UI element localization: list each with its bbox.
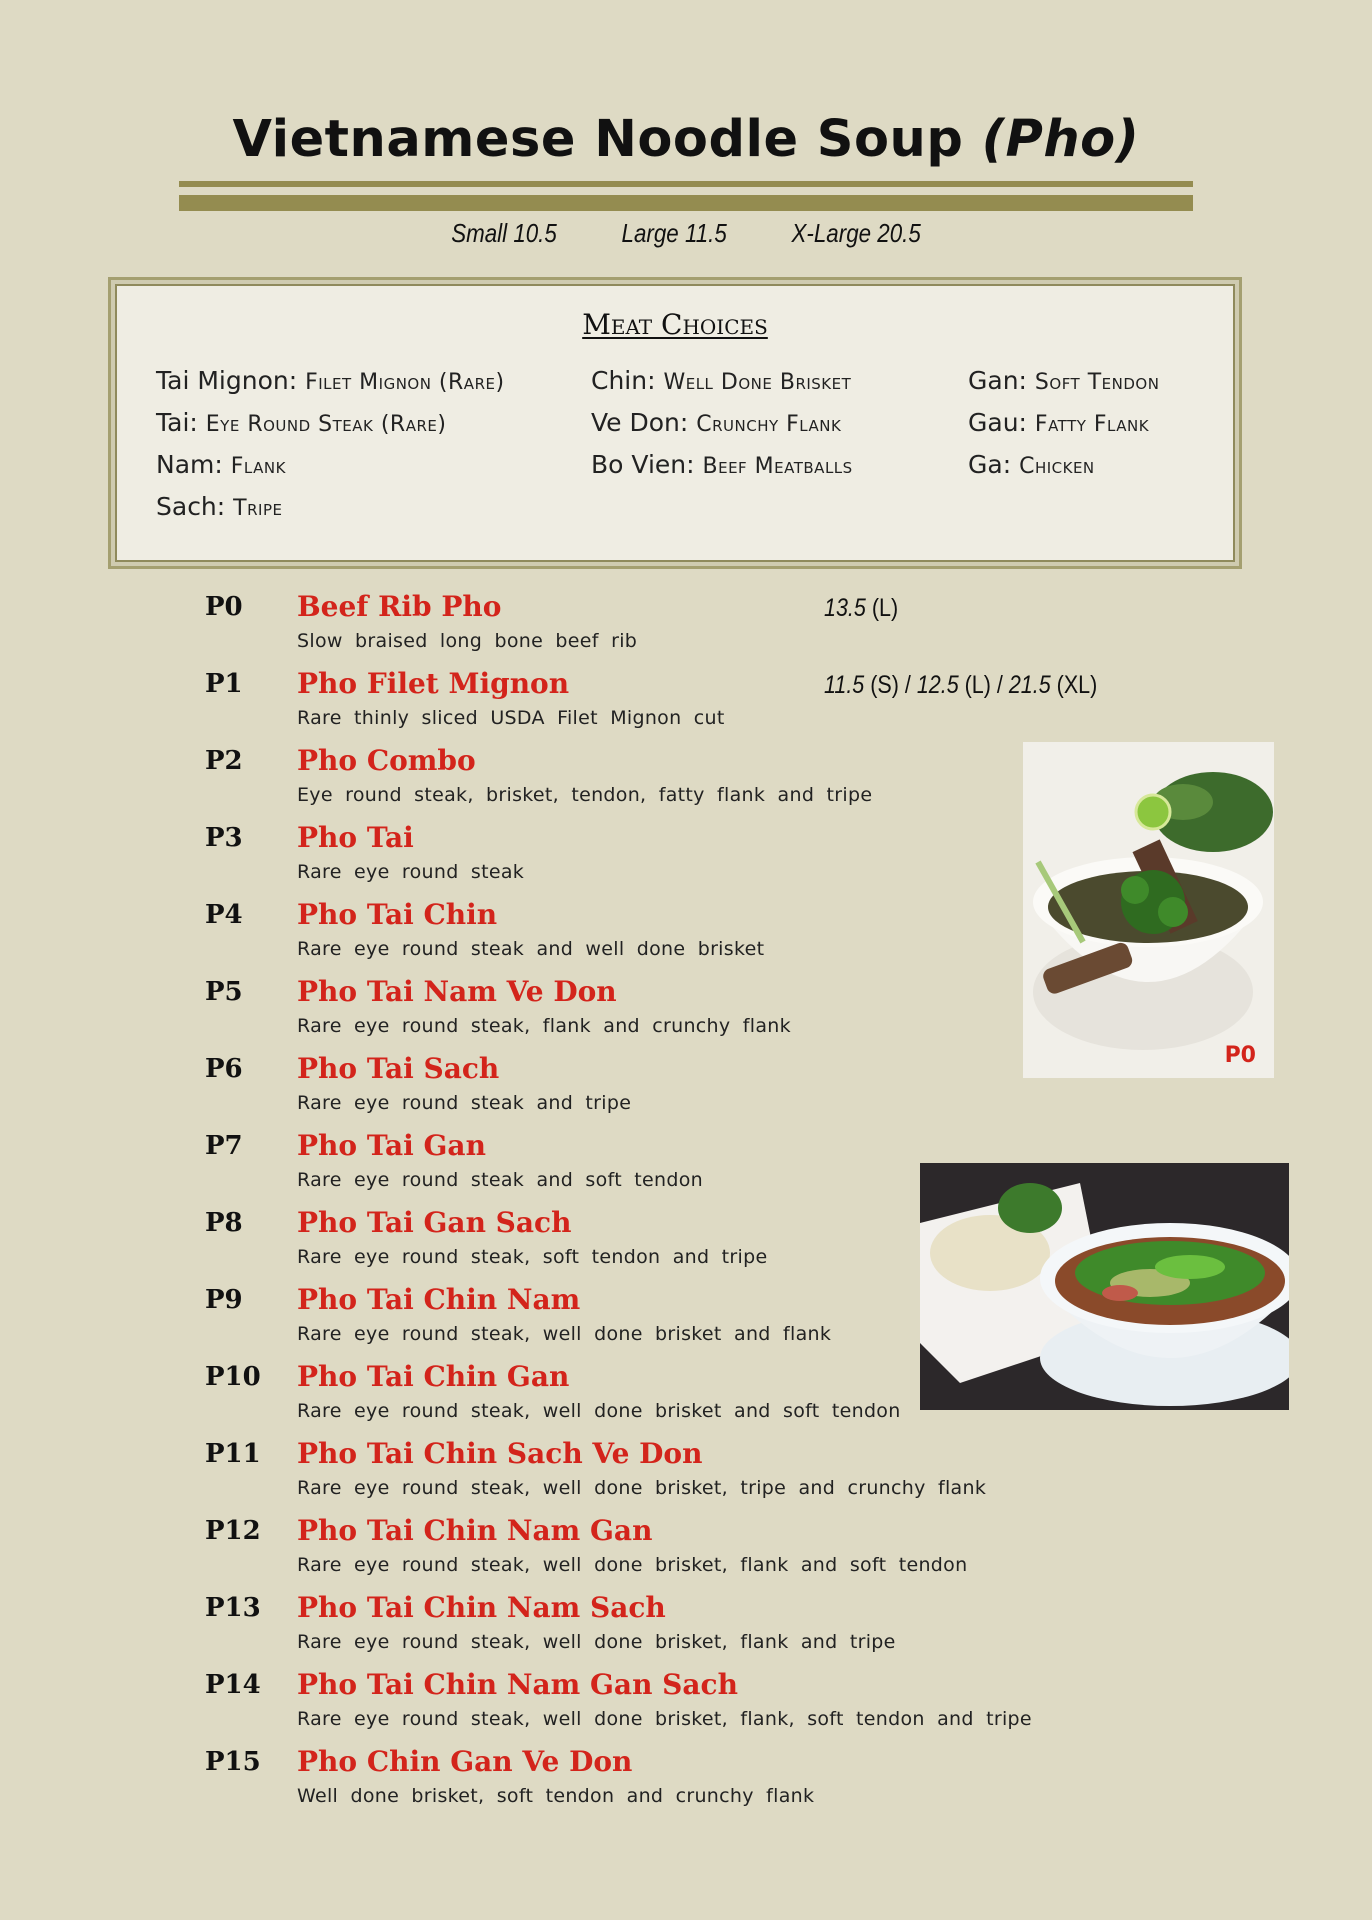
item-name: Pho Tai Nam Ve Don	[297, 975, 617, 1008]
title-subtitle: (Pho)	[981, 110, 1140, 169]
item-description: Rare thinly sliced USDA Filet Mignon cut	[297, 707, 725, 729]
item-name: Pho Tai Chin Nam	[297, 1283, 581, 1316]
size-prices	[96, 218, 1276, 249]
item-description: Rare eye round steak, soft tendon and tripe	[297, 1246, 768, 1268]
item-description: Rare eye round steak	[297, 861, 525, 883]
item-description: Rare eye round steak and soft tendon	[297, 1169, 703, 1191]
menu-item	[0, 1516, 1372, 1586]
item-name: Pho Tai Gan	[297, 1129, 486, 1162]
meat-choice: Tai: Eye Round Steak (Rare)	[156, 408, 447, 437]
item-code: P13	[205, 1593, 261, 1623]
menu-item	[0, 1439, 1372, 1509]
title-rule-thin	[179, 181, 1193, 187]
beef-rib-pho-photo	[1023, 742, 1274, 1078]
item-code: P0	[205, 592, 243, 622]
title-text: Vietnamese Noodle Soup	[232, 110, 964, 169]
item-price: 13.5 (L)	[824, 594, 899, 622]
item-description: Rare eye round steak, well done brisket and soft tendon	[297, 1400, 901, 1422]
meat-choice: Tai Mignon: Filet Mignon (Rare)	[156, 366, 505, 395]
meat-choice: Chin: Well Done Brisket	[591, 366, 852, 395]
item-code: P7	[205, 1131, 243, 1161]
item-description: Rare eye round steak, flank and crunchy flank	[297, 1015, 791, 1037]
page-title	[0, 110, 1372, 169]
item-name: Pho Chin Gan Ve Don	[297, 1745, 633, 1778]
menu-item	[0, 669, 1372, 739]
meat-choice: Gan: Soft Tendon	[968, 366, 1160, 395]
item-description: Rare eye round steak and well done brisket	[297, 938, 765, 960]
item-name: Pho Tai Chin Sach Ve Don	[297, 1437, 703, 1470]
item-code: P3	[205, 823, 243, 853]
item-code: P11	[205, 1439, 261, 1469]
item-price: 11.5 (S) / 12.5 (L) / 21.5 (XL)	[824, 671, 1098, 699]
item-name: Pho Filet Mignon	[297, 667, 570, 700]
item-code: P12	[205, 1516, 261, 1546]
pho-bowl-illustration	[920, 1163, 1289, 1410]
meat-choices-box	[108, 277, 1242, 569]
size-large: Large 11.5	[621, 218, 727, 248]
item-description: Rare eye round steak, well done brisket, flank and tripe	[297, 1631, 896, 1653]
size-small: Small 10.5	[451, 218, 557, 248]
item-name: Beef Rib Pho	[297, 590, 502, 623]
item-code: P9	[205, 1285, 243, 1315]
item-name: Pho Tai Chin	[297, 898, 498, 931]
item-name: Pho Tai Chin Nam Gan	[297, 1514, 653, 1547]
pho-bowl-photo	[920, 1163, 1289, 1410]
meat-choice: Nam: Flank	[156, 450, 286, 479]
menu-item	[0, 1747, 1372, 1817]
item-name: Pho Tai Gan Sach	[297, 1206, 572, 1239]
item-name: Pho Tai Chin Nam Sach	[297, 1591, 666, 1624]
item-code: P4	[205, 900, 243, 930]
item-code: P1	[205, 669, 243, 699]
item-code: P10	[205, 1362, 261, 1392]
menu-item	[0, 1670, 1372, 1740]
item-description: Rare eye round steak, well done brisket, flank and soft tendon	[297, 1554, 968, 1576]
photo-label: P0	[1224, 1043, 1256, 1068]
item-description: Rare eye round steak, well done brisket, flank, soft tendon and tripe	[297, 1708, 1032, 1730]
item-description: Eye round steak, brisket, tendon, fatty flank and tripe	[297, 784, 873, 806]
meat-choice: Gau: Fatty Flank	[968, 408, 1150, 437]
meat-choice: Ga: Chicken	[968, 450, 1095, 479]
item-code: P14	[205, 1670, 261, 1700]
item-description: Rare eye round steak, well done brisket, tripe and crunchy flank	[297, 1477, 987, 1499]
menu-item	[0, 1593, 1372, 1663]
item-description: Rare eye round steak, well done brisket and flank	[297, 1323, 832, 1345]
title-rule-thick	[179, 195, 1193, 211]
item-code: P8	[205, 1208, 243, 1238]
item-name: Pho Tai	[297, 821, 414, 854]
item-name: Pho Combo	[297, 744, 476, 777]
size-xlarge: X-Large 20.5	[791, 218, 921, 248]
item-name: Pho Tai Chin Gan	[297, 1360, 570, 1393]
item-code: P2	[205, 746, 243, 776]
meat-choice: Bo Vien: Beef Meatballs	[591, 450, 853, 479]
item-description: Well done brisket, soft tendon and crunchy flank	[297, 1785, 815, 1807]
meat-choices-heading: Meat Choices	[582, 308, 768, 341]
item-name: Pho Tai Sach	[297, 1052, 500, 1085]
item-name: Pho Tai Chin Nam Gan Sach	[297, 1668, 738, 1701]
item-description: Slow braised long bone beef rib	[297, 630, 638, 652]
item-description: Rare eye round steak and tripe	[297, 1092, 632, 1114]
item-code: P5	[205, 977, 243, 1007]
item-code: P15	[205, 1747, 261, 1777]
beef-rib-pho-illustration	[1023, 742, 1274, 1078]
menu-item	[0, 592, 1372, 662]
meat-choice: Sach: Tripe	[156, 492, 283, 521]
meat-choice: Ve Don: Crunchy Flank	[591, 408, 842, 437]
item-code: P6	[205, 1054, 243, 1084]
